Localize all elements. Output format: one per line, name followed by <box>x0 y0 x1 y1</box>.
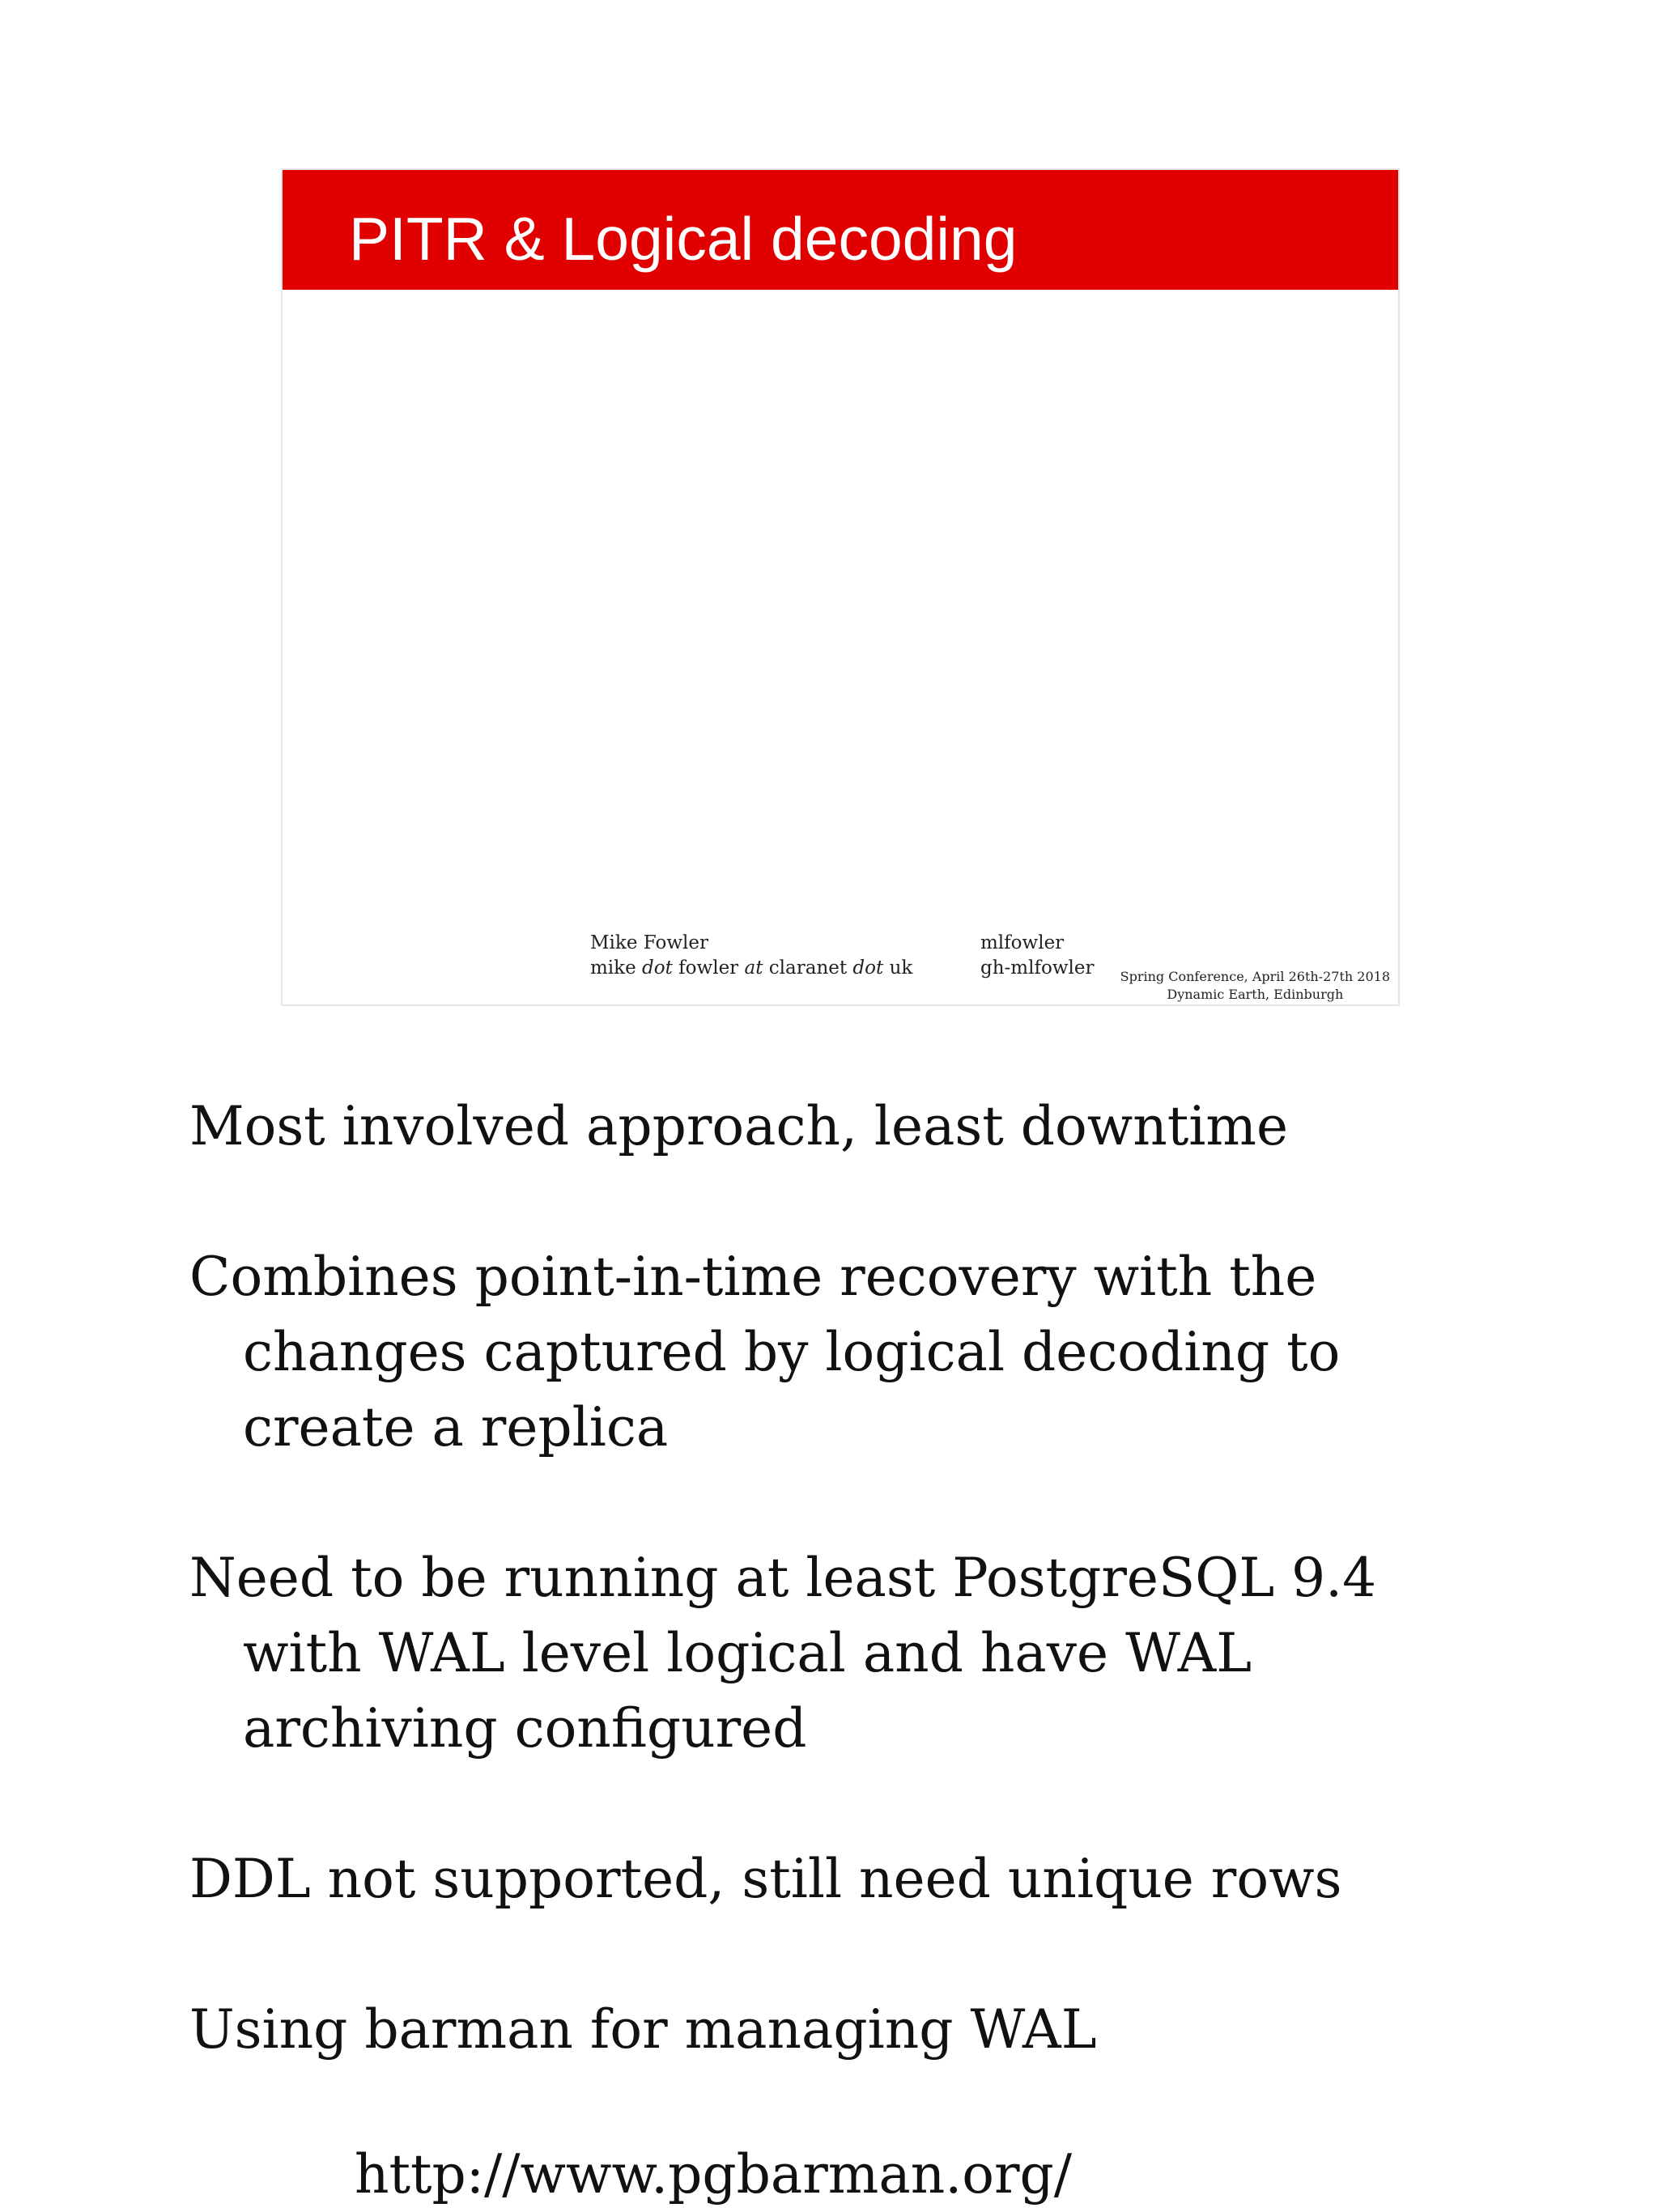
slide-title: PITR & Logical decoding <box>349 205 1018 273</box>
email-dot: dot <box>852 957 884 979</box>
pgbarman-link[interactable]: http://www.pgbarman.org/ <box>355 2143 1072 2206</box>
note-item: DDL not supported, still need unique rows <box>189 1848 1342 1910</box>
email-surname: fowler <box>678 957 739 979</box>
email-at: at <box>744 957 763 979</box>
speaker-notes <box>189 1089 1501 2142</box>
email-tld: uk <box>889 957 913 979</box>
note-item: Using barman for managing WAL <box>189 1998 1097 2061</box>
twitter-handle: mlfowler <box>980 932 1065 953</box>
handles-block <box>980 931 1094 981</box>
note-item: Most involved approach, least downtime <box>189 1095 1289 1157</box>
email-user: mike <box>590 957 636 979</box>
author-block <box>590 931 912 981</box>
note-item: Need to be running at least PostgreSQL 9.4 with WAL level logical and have WAL archiving configured <box>189 1547 1377 1760</box>
slide-thumbnail <box>281 168 1400 1006</box>
author-email <box>590 956 912 981</box>
conference-date: Spring Conference, April 26th-27th 2018 <box>1120 969 1390 984</box>
email-dot: dot <box>642 957 673 979</box>
slide-header-bar <box>283 170 1398 290</box>
author-name: Mike Fowler <box>590 932 708 953</box>
conference-info <box>1120 968 1390 1004</box>
note-item: Combines point-in-time recovery with the changes captured by logical decoding to create a replica <box>189 1246 1341 1458</box>
email-domain: claranet <box>768 957 848 979</box>
conference-venue: Dynamic Earth, Edinburgh <box>1167 987 1344 1002</box>
github-handle: gh-mlfowler <box>980 957 1095 979</box>
